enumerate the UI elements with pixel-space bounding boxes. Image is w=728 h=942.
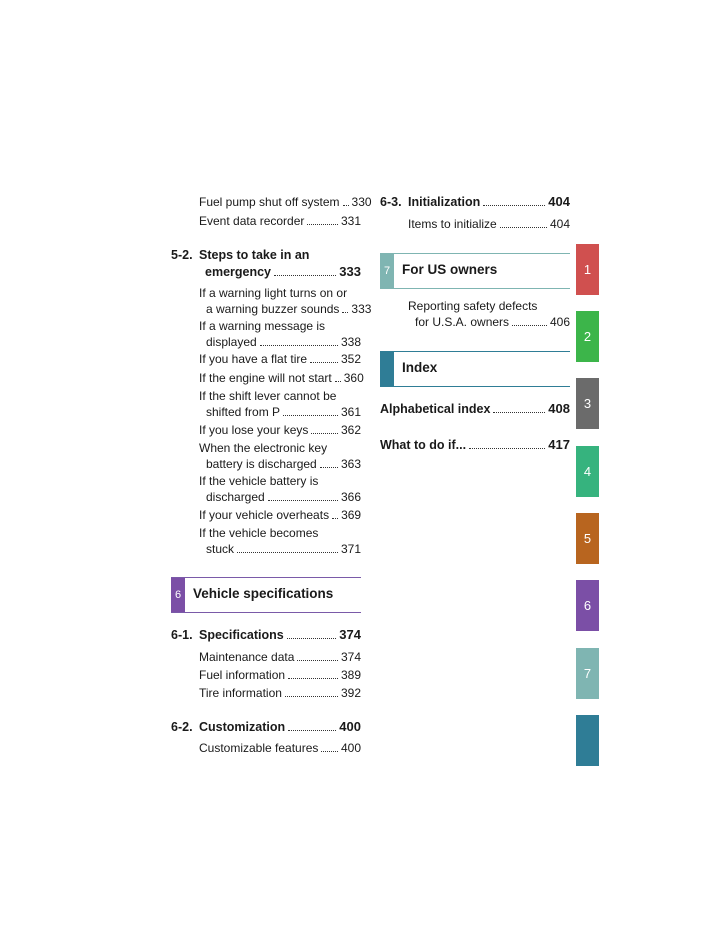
chapter-tab-index[interactable] bbox=[576, 715, 599, 766]
toc-section-6-1[interactable]: 6-1. Specifications 374 bbox=[171, 627, 361, 642]
toc-entry[interactable]: If the engine will not start 360 bbox=[199, 371, 364, 385]
toc-alphabetical-index[interactable]: Alphabetical index 408 bbox=[380, 401, 570, 416]
toc-entry[interactable]: Event data recorder 331 bbox=[199, 214, 361, 228]
toc-entry[interactable]: If a warning light turns on or a warning buzzer sounds 333 bbox=[199, 286, 372, 316]
section-title: Vehicle specifications bbox=[193, 586, 334, 601]
toc-entry[interactable]: Maintenance data 374 bbox=[199, 650, 361, 664]
section-number-badge: 6 bbox=[171, 578, 185, 612]
toc-entry[interactable]: If your vehicle overheats 369 bbox=[199, 508, 362, 522]
toc-entry[interactable]: Fuel pump shut off system 330 bbox=[199, 195, 372, 209]
chapter-tab-4[interactable]: 4 bbox=[576, 446, 599, 497]
toc-section-6-3[interactable]: 6-3. Initialization 404 bbox=[380, 194, 570, 209]
chapter-tab-5[interactable]: 5 bbox=[576, 513, 599, 564]
section-color-bar bbox=[380, 352, 394, 386]
toc-section-5-2[interactable]: 5-2. Steps to take in an emergency 333 bbox=[171, 248, 361, 279]
toc-entry[interactable]: If you have a flat tire 352 bbox=[199, 352, 361, 366]
toc-entry[interactable]: If the vehicle becomes stuck 371 bbox=[199, 526, 361, 556]
chapter-tab-1[interactable]: 1 bbox=[576, 244, 599, 295]
toc-entry[interactable]: When the electronic key battery is discharged 363 bbox=[199, 441, 361, 471]
toc-entry[interactable]: Items to initialize 404 bbox=[408, 217, 570, 231]
toc-entry[interactable]: Fuel information 389 bbox=[199, 668, 361, 682]
chapter-tab-2[interactable]: 2 bbox=[576, 311, 599, 362]
toc-what-to-do-if[interactable]: What to do if... 417 bbox=[380, 437, 570, 452]
toc-entry[interactable]: Tire information 392 bbox=[199, 686, 361, 700]
toc-section-6-2[interactable]: 6-2. Customization 400 bbox=[171, 719, 361, 734]
chapter-tab-3[interactable]: 3 bbox=[576, 378, 599, 429]
toc-entry[interactable]: If you lose your keys 362 bbox=[199, 423, 361, 437]
toc-entry[interactable]: If the shift lever cannot be shifted from P 361 bbox=[199, 389, 361, 419]
toc-entry[interactable]: If the vehicle battery is discharged 366 bbox=[199, 474, 361, 504]
chapter-tab-6[interactable]: 6 bbox=[576, 580, 599, 631]
chapter-tab-7[interactable]: 7 bbox=[576, 648, 599, 699]
toc-entry[interactable]: If a warning message is displayed 338 bbox=[199, 319, 361, 349]
toc-entry[interactable]: Reporting safety defects for U.S.A. owners 406 bbox=[408, 299, 570, 329]
section-title: Index bbox=[402, 360, 438, 375]
section-header-index[interactable] bbox=[380, 351, 570, 387]
section-title: For US owners bbox=[402, 262, 498, 277]
section-header-vehicle-specifications[interactable] bbox=[171, 577, 361, 613]
section-header-for-us-owners[interactable] bbox=[380, 253, 570, 289]
toc-entry[interactable]: Customizable features 400 bbox=[199, 741, 361, 755]
section-number-badge: 7 bbox=[380, 254, 394, 288]
